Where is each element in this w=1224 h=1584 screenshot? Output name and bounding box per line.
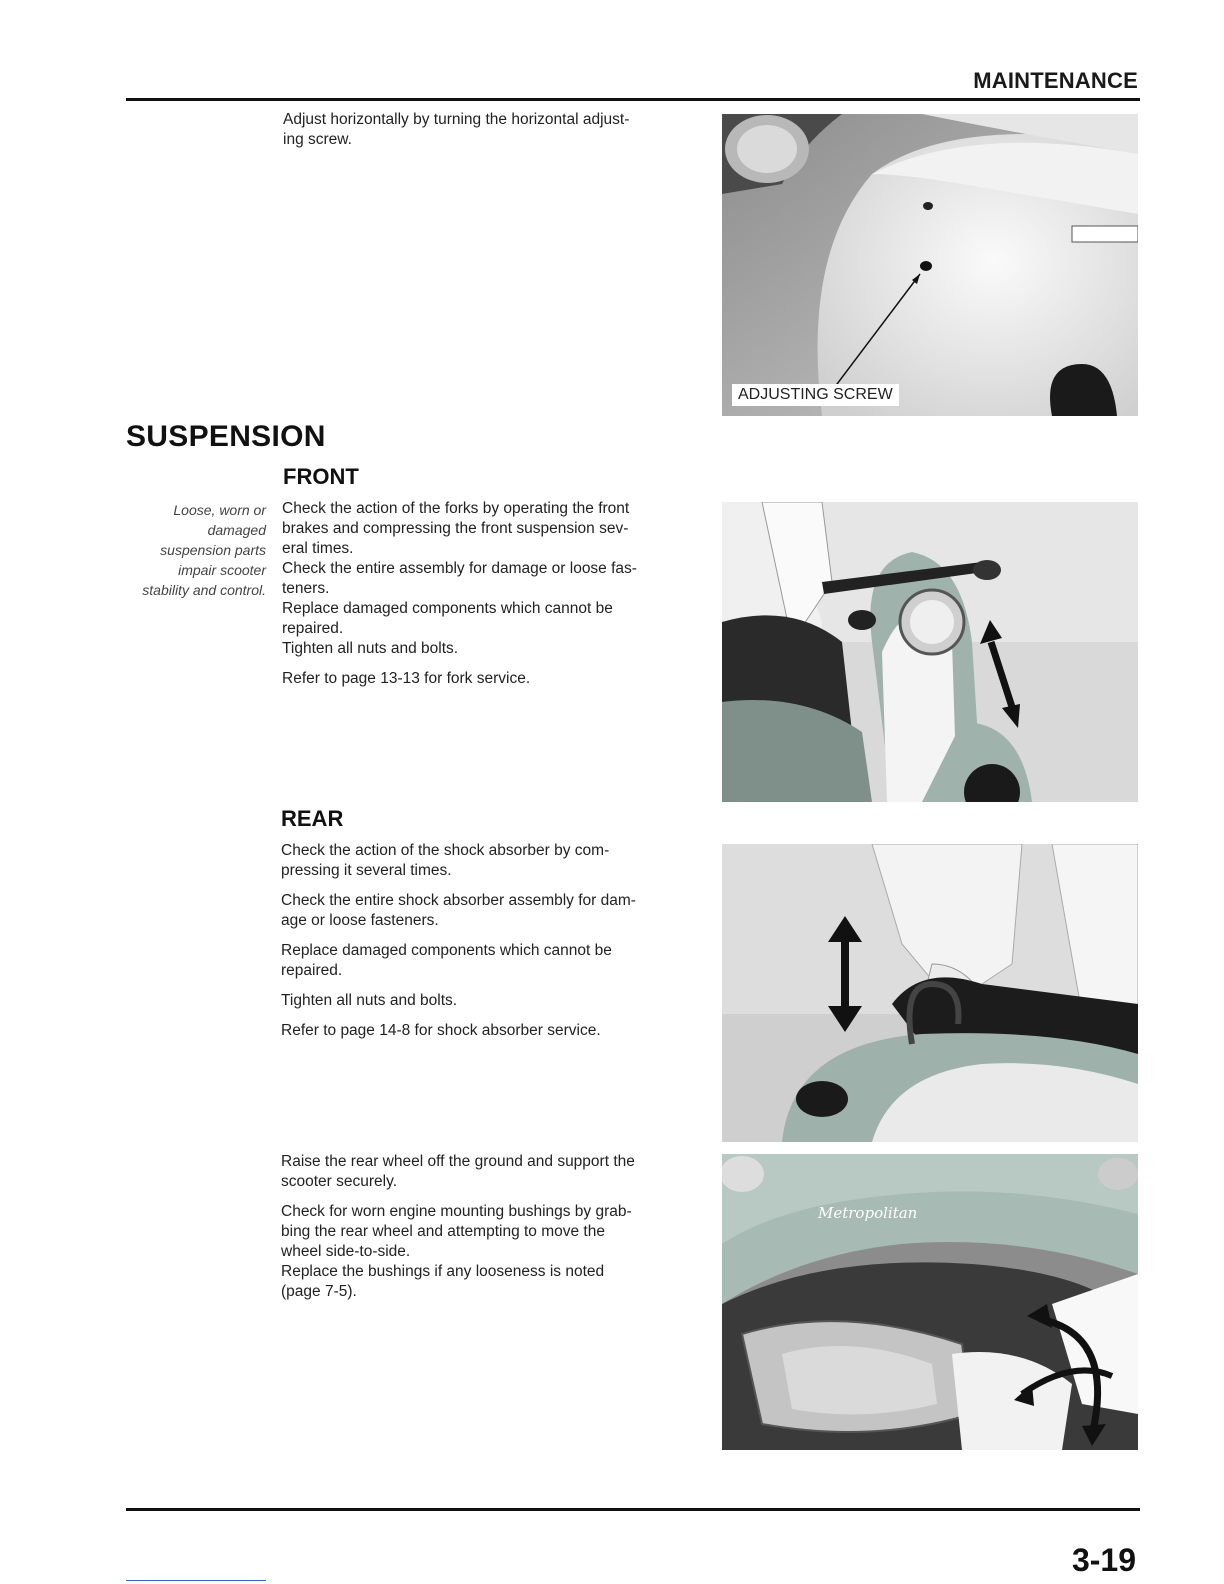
intro-line-1: Adjust horizontally by turning the horizontal adjust- xyxy=(283,111,630,128)
mounting-line: bing the rear wheel and attempting to move the xyxy=(281,1223,605,1240)
metropolitan-logo: Metropolitan xyxy=(818,1204,918,1222)
photo-front-fork xyxy=(722,502,1138,802)
rear-paragraph xyxy=(281,941,711,981)
front-line: teners. xyxy=(282,580,330,597)
front-line: brakes and compressing the front suspension sev- xyxy=(282,520,629,537)
rear-paragraph xyxy=(281,891,711,931)
mounting-line: Replace the bushings if any looseness is noted xyxy=(281,1263,605,1280)
rear-paragraph xyxy=(281,1021,711,1041)
front-refer: Refer to page 13-13 for fork service. xyxy=(282,670,531,687)
rear-paragraph xyxy=(281,841,711,881)
intro-line-2: ing screw. xyxy=(283,131,352,148)
rear-line: age or loose fasteners. xyxy=(281,912,439,929)
front-line: Check the action of the forks by operating the front xyxy=(282,500,630,517)
rear-paragraph xyxy=(281,991,711,1011)
front-line: repaired. xyxy=(282,620,344,637)
mounting-line: scooter securely. xyxy=(281,1173,398,1190)
footer-link-underline xyxy=(126,1580,266,1581)
photo-engine-mount xyxy=(722,1154,1138,1450)
front-paragraph xyxy=(282,499,712,689)
adjusting-screw-callout: ADJUSTING SCREW xyxy=(732,384,899,406)
photo-rear-shock xyxy=(722,844,1138,1142)
side-note-warning xyxy=(110,500,266,600)
rear-line: Refer to page 14-8 for shock absorber service. xyxy=(281,1022,601,1039)
front-line: Replace damaged components which cannot be xyxy=(282,600,613,617)
page-number: 3-19 xyxy=(1071,1542,1136,1578)
side-note-line: suspension parts xyxy=(160,542,266,558)
mounting-line: (page 7-5). xyxy=(281,1283,357,1300)
mounting-paragraph xyxy=(281,1202,711,1302)
photo-adjusting-screw xyxy=(722,114,1138,416)
rear-line: Tighten all nuts and bolts. xyxy=(281,992,458,1009)
rear-subtitle: REAR xyxy=(281,806,344,831)
mounting-line: Raise the rear wheel off the ground and support the xyxy=(281,1153,635,1170)
mounting-line: Check for worn engine mounting bushings by grab- xyxy=(281,1203,632,1220)
intro-paragraph xyxy=(283,110,713,150)
rear-line: pressing it several times. xyxy=(281,862,452,879)
rear-line: Replace damaged components which cannot be xyxy=(281,942,612,959)
footer-rule xyxy=(126,1508,1140,1511)
side-note-line: stability and control. xyxy=(142,582,266,598)
front-line: eral times. xyxy=(282,540,354,557)
rear-line: Check the action of the shock absorber by com- xyxy=(281,842,610,859)
side-note-line: Loose, worn or xyxy=(173,502,266,518)
front-line: Tighten all nuts and bolts. xyxy=(282,640,459,657)
mounting-paragraph xyxy=(281,1152,711,1192)
mounting-line: wheel side-to-side. xyxy=(281,1243,411,1260)
rear-line: Check the entire shock absorber assembly for dam- xyxy=(281,892,636,909)
side-note-line: impair scooter xyxy=(178,562,266,578)
front-line: Check the entire assembly for damage or loose fas- xyxy=(282,560,637,577)
header-title: MAINTENANCE xyxy=(973,68,1138,93)
section-title: SUSPENSION xyxy=(126,420,326,453)
front-subtitle: FRONT xyxy=(283,464,359,489)
mounting-paragraphs xyxy=(281,1152,711,1302)
rear-line: repaired. xyxy=(281,962,343,979)
header-rule xyxy=(126,98,1140,101)
side-note-line: damaged xyxy=(207,522,266,538)
rear-paragraphs xyxy=(281,841,711,1041)
